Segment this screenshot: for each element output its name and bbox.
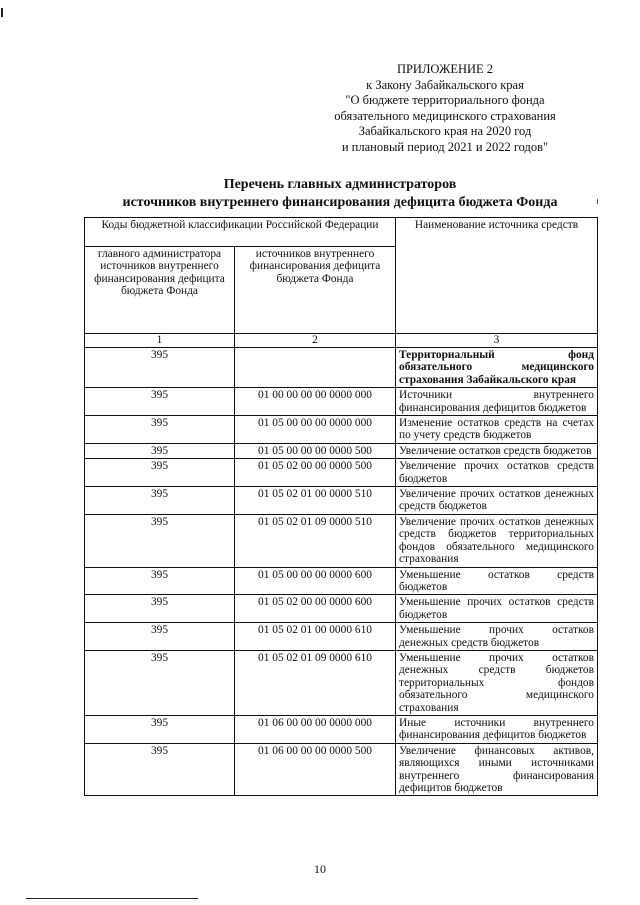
admin-code-cell: 395: [85, 443, 235, 458]
source-code-cell: 01 05 02 00 00 0000 500: [235, 459, 396, 487]
appendix-line: обязательного медицинского страхования: [334, 108, 556, 123]
admin-code-cell: 395: [85, 487, 235, 515]
source-name-cell: Уменьшение прочих остатков средств бюджетов: [396, 595, 598, 623]
source-name-cell: Источники внутреннего финансирования дефицитов бюджетов: [396, 388, 598, 416]
table-row: [85, 443, 598, 458]
admin-code-cell: 395: [85, 348, 235, 388]
admin-code-cell: 395: [85, 416, 235, 444]
table-row: [85, 623, 598, 651]
col-admin-header: главного администратора источников внутреннего финансирования дефицита бюджета Фонда: [85, 247, 235, 334]
group-header: Коды бюджетной классификации Российской Федерации: [85, 218, 396, 247]
source-name-cell: Увеличение прочих остатков денежных средств бюджетов: [396, 487, 598, 515]
appendix-line: к Закону Забайкальского края: [366, 77, 524, 92]
table-row: [85, 567, 598, 595]
footer-rule: [26, 898, 198, 899]
source-name-cell: Уменьшение остатков средств бюджетов: [396, 567, 598, 595]
source-name-cell: Уменьшение прочих остатков денежных средств бюджетов: [396, 623, 598, 651]
title-line-1: Перечень главных администраторов: [223, 177, 457, 192]
source-name-cell: Увеличение прочих остатков средств бюджетов: [396, 459, 598, 487]
table-row: [85, 514, 598, 567]
col-number: 2: [235, 334, 396, 348]
source-code-cell: 01 05 00 00 00 0000 500: [235, 443, 396, 458]
col-number: 3: [396, 334, 598, 348]
source-name-cell: Иные источники внутреннего финансирования дефицитов бюджетов: [396, 715, 598, 743]
appendix-heading: [300, 62, 590, 156]
source-code-cell: 01 05 02 01 00 0000 510: [235, 487, 396, 515]
col-name-header: Наименование источника средств: [396, 218, 598, 334]
admin-code-cell: 395: [85, 567, 235, 595]
admin-code-cell: 395: [85, 514, 235, 567]
source-name-cell: Увеличение остатков средств бюджетов: [396, 443, 598, 458]
source-code-cell: 01 05 00 00 00 0000 600: [235, 567, 396, 595]
table-row: [85, 388, 598, 416]
source-code-cell: 01 06 00 00 00 0000 000: [235, 715, 396, 743]
appendix-line: и плановый период 2021 и 2022 годов": [341, 139, 549, 154]
table-row: [85, 743, 598, 796]
source-name-cell: Территориальный фонд обязательного медицинского страхования Забайкальского края: [396, 348, 598, 388]
title-line-2: источников внутреннего финансирования дефицита бюджета Фонда: [122, 194, 558, 210]
source-code-cell: 01 05 02 01 09 0000 510: [235, 514, 396, 567]
source-code-cell: 01 05 02 01 00 0000 610: [235, 623, 396, 651]
table-row: [85, 459, 598, 487]
col-code-header: источников внутреннего финансирования дефицита бюджета Фонда: [235, 247, 396, 334]
source-code-cell: 01 05 00 00 00 0000 000: [235, 416, 396, 444]
source-name-cell: Увеличение финансовых активов, являющихся иными источниками внутреннего финансирования дефицитов бюджетов: [396, 743, 598, 796]
source-name-cell: Изменение остатков средств на счетах по учету средств бюджетов: [396, 416, 598, 444]
admin-code-cell: 395: [85, 595, 235, 623]
admin-code-cell: 395: [85, 459, 235, 487]
source-code-cell: [235, 348, 396, 388]
appendix-line: Забайкальского края на 2020 год: [358, 124, 532, 139]
source-name-cell: Уменьшение прочих остатков денежных средств бюджетов территориальных фондов обязательного медицинского страхования: [396, 650, 598, 715]
table-row: [85, 650, 598, 715]
table-row: [85, 595, 598, 623]
admin-code-cell: 395: [85, 623, 235, 651]
admin-code-cell: 395: [85, 650, 235, 715]
table-row: [85, 487, 598, 515]
source-code-cell: 01 05 02 01 09 0000 610: [235, 650, 396, 715]
page-number: 10: [314, 862, 326, 876]
scan-edge-mark: [1, 8, 3, 17]
col-number: 1: [85, 334, 235, 348]
source-code-cell: 01 05 02 00 00 0000 600: [235, 595, 396, 623]
table-row: [85, 348, 598, 388]
appendix-line: ПРИЛОЖЕНИЕ 2: [396, 62, 494, 76]
appendix-line: "О бюджете территориального фонда: [345, 93, 545, 108]
admin-code-cell: 395: [85, 715, 235, 743]
document-title: [60, 176, 620, 211]
admin-code-cell: 395: [85, 743, 235, 796]
sources-table: [84, 217, 598, 796]
table-body: [85, 348, 598, 796]
table-row: [85, 416, 598, 444]
admin-code-cell: 395: [85, 388, 235, 416]
source-code-cell: 01 00 00 00 00 0000 000: [235, 388, 396, 416]
source-code-cell: 01 06 00 00 00 0000 500: [235, 743, 396, 796]
source-name-cell: Увеличение прочих остатков денежных средств бюджетов территориальных фондов обязательного медицинского страхования: [396, 514, 598, 567]
scan-mark: [597, 199, 598, 204]
table-row: [85, 715, 598, 743]
